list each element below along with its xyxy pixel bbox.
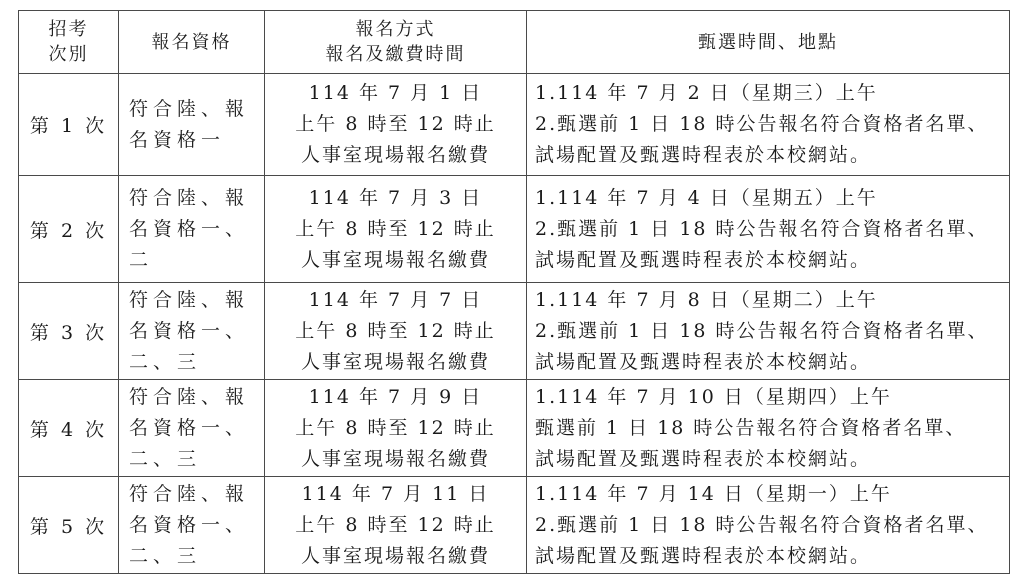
qualification-cell [119, 176, 265, 283]
method-line: 人事室現場報名繳費 [300, 144, 490, 166]
method-cell [265, 477, 527, 574]
method-line: 114 年 7 月 11 日 [301, 482, 490, 505]
method-line: 114 年 7 月 1 日 [308, 82, 483, 104]
header-qualification [119, 11, 265, 74]
header-method-line: 報名及繳費時間 [325, 44, 466, 65]
method-cell [265, 176, 527, 283]
selection-line: 試場配置及甄選時程表於本校網站。 [535, 544, 872, 567]
qualification-line: 二 [129, 248, 154, 271]
method-line: 114 年 7 月 7 日 [308, 288, 483, 311]
qualification-line: 名資格一、 [129, 319, 250, 342]
qualification-line: 符合陸、報 [129, 97, 250, 120]
header-round-line: 次別 [48, 44, 89, 65]
method-line: 人事室現場報名繳費 [300, 447, 490, 470]
round-cell: 第 1 次 [19, 74, 119, 176]
round-cell: 第 3 次 [19, 283, 119, 380]
qualification-line: 符合陸、報 [129, 482, 250, 505]
selection-line: 1.114 年 7 月 10 日（星期四）上午 [535, 385, 892, 408]
qualification-line: 名資格一、 [129, 513, 250, 536]
method-line: 上午 8 時至 12 時止 [295, 113, 496, 135]
qualification-cell [119, 477, 265, 574]
method-line: 114 年 7 月 9 日 [308, 385, 483, 408]
header-method-line: 報名方式 [355, 19, 436, 40]
selection-cell [527, 477, 1010, 574]
selection-line: 2.甄選前 1 日 18 時公告報名符合資格者名單、 [535, 319, 989, 342]
method-cell [265, 74, 527, 176]
selection-line: 2.甄選前 1 日 18 時公告報名符合資格者名單、 [535, 513, 989, 536]
selection-line: 試場配置及甄選時程表於本校網站。 [535, 447, 872, 470]
qualification-line: 二、三 [129, 350, 202, 373]
method-line: 上午 8 時至 12 時止 [295, 217, 496, 240]
method-line: 114 年 7 月 3 日 [308, 186, 483, 209]
selection-line: 試場配置及甄選時程表於本校網站。 [535, 144, 872, 166]
round-cell: 第 4 次 [19, 380, 119, 477]
qualification-line: 名資格一、 [129, 217, 250, 240]
method-line: 人事室現場報名繳費 [300, 248, 490, 271]
qualification-cell [119, 283, 265, 380]
round-cell: 第 2 次 [19, 176, 119, 283]
selection-line: 甄選前 1 日 18 時公告報名符合資格者名單、 [535, 416, 967, 439]
header-round [19, 11, 119, 74]
selection-cell [527, 176, 1010, 283]
selection-line: 2.甄選前 1 日 18 時公告報名符合資格者名單、 [535, 113, 989, 135]
table-row [19, 74, 1010, 176]
table-header-row [19, 11, 1010, 74]
method-line: 上午 8 時至 12 時止 [295, 319, 496, 342]
selection-cell [527, 283, 1010, 380]
selection-cell [527, 74, 1010, 176]
selection-cell [527, 380, 1010, 477]
method-cell [265, 283, 527, 380]
round-cell: 第 5 次 [19, 477, 119, 574]
recruitment-schedule-table [18, 10, 1010, 574]
selection-line: 1.114 年 7 月 2 日（星期三）上午 [535, 82, 878, 104]
table-row [19, 477, 1010, 574]
method-line: 人事室現場報名繳費 [300, 350, 490, 373]
selection-line: 試場配置及甄選時程表於本校網站。 [535, 248, 872, 271]
method-cell [265, 380, 527, 477]
selection-line: 2.甄選前 1 日 18 時公告報名符合資格者名單、 [535, 217, 989, 240]
qualification-line: 符合陸、報 [129, 288, 250, 311]
qualification-line: 二、三 [129, 544, 202, 567]
table-row [19, 380, 1010, 477]
qualification-line: 二、三 [129, 447, 202, 470]
header-method [265, 11, 527, 74]
selection-line: 1.114 年 7 月 4 日（星期五）上午 [535, 186, 878, 209]
selection-line: 試場配置及甄選時程表於本校網站。 [535, 350, 872, 373]
qualification-cell [119, 74, 265, 176]
qualification-line: 名資格一、 [129, 416, 250, 439]
selection-line: 1.114 年 7 月 14 日（星期一）上午 [535, 482, 892, 505]
method-line: 人事室現場報名繳費 [300, 544, 490, 567]
table-row [19, 176, 1010, 283]
method-line: 上午 8 時至 12 時止 [295, 416, 496, 439]
qualification-line: 名資格一 [129, 128, 226, 151]
selection-line: 1.114 年 7 月 8 日（星期二）上午 [535, 288, 878, 311]
qualification-cell [119, 380, 265, 477]
header-qualification-label: 報名資格 [151, 31, 232, 53]
header-selection-label: 甄選時間、地點 [698, 31, 838, 53]
header-selection [527, 11, 1010, 74]
qualification-line: 符合陸、報 [129, 385, 250, 408]
qualification-line: 符合陸、報 [129, 186, 250, 209]
header-round-line: 招考 [48, 19, 89, 40]
method-line: 上午 8 時至 12 時止 [295, 513, 496, 536]
table-row [19, 283, 1010, 380]
